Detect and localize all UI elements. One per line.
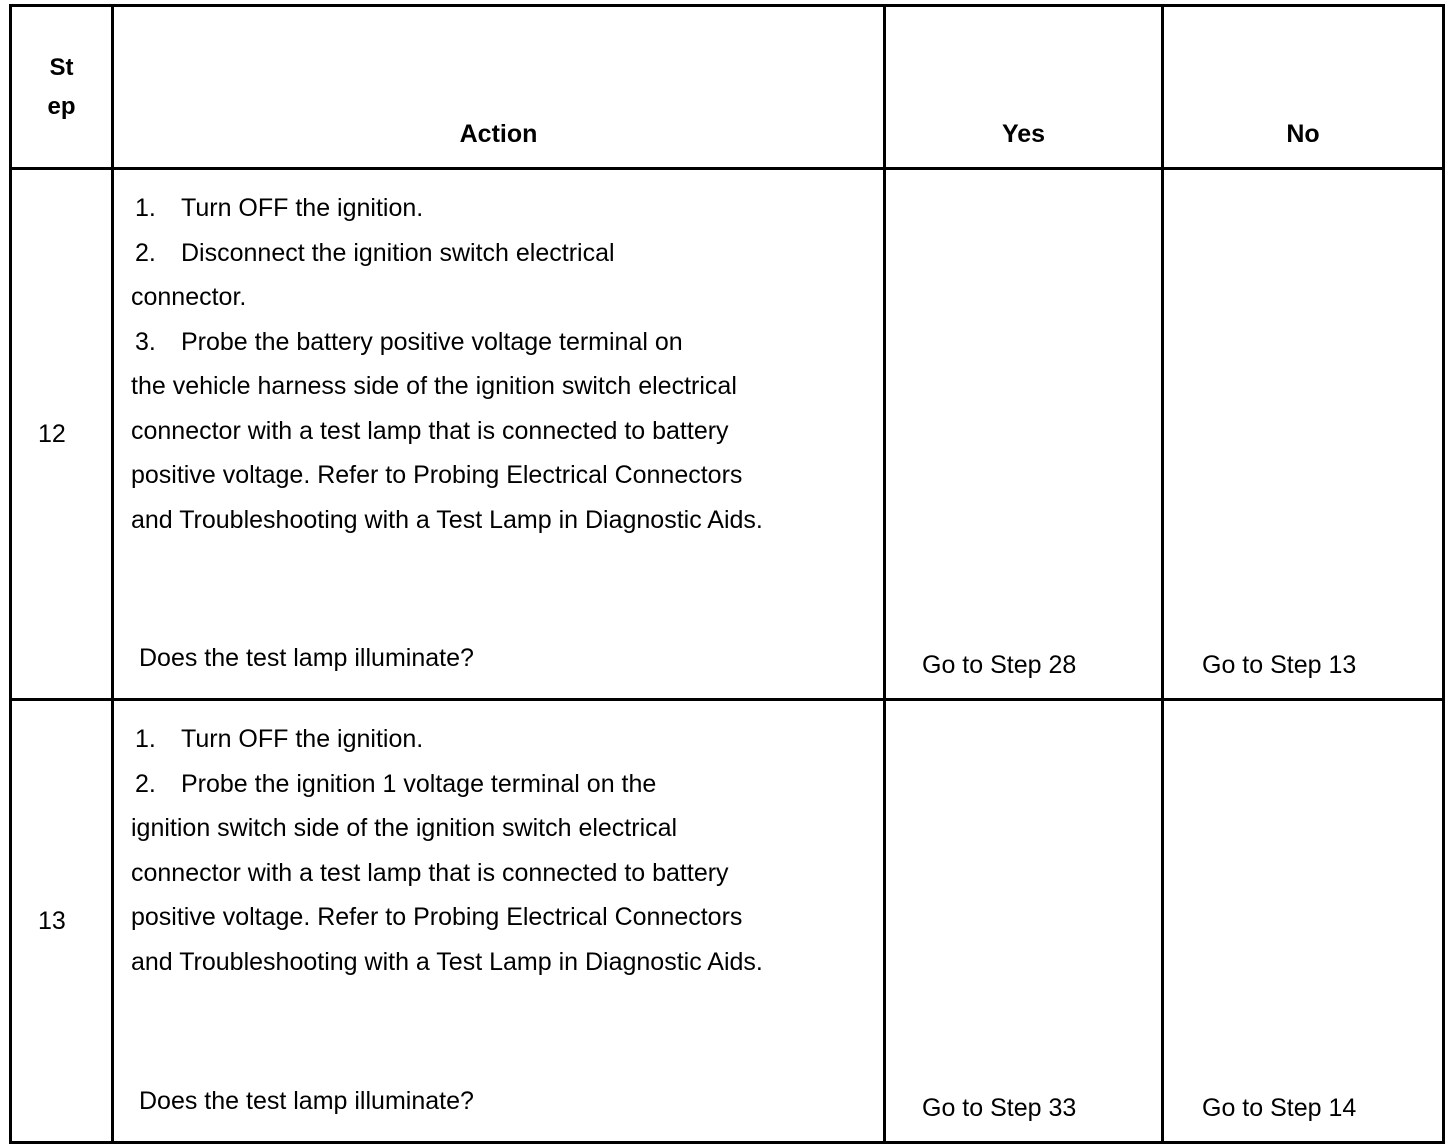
- action-continuation: the vehicle harness side of the ignition switch electrical: [131, 372, 737, 400]
- action-continuation: ignition switch side of the ignition switch electrical: [131, 814, 678, 842]
- question-text: Does the test lamp illuminate?: [139, 643, 474, 672]
- no-cell: [1163, 700, 1444, 1143]
- action-item: 1. Turn OFF the ignition.: [135, 725, 424, 753]
- action-item: 3. Probe the battery positive voltage terminal on: [135, 327, 683, 356]
- yes-goto: Go to Step 28: [922, 651, 1077, 679]
- header-action: Action: [113, 6, 885, 169]
- action-item: 1. Turn OFF the ignition.: [135, 194, 424, 222]
- diagnostic-table: [9, 4, 1445, 1144]
- step-number: 13: [11, 700, 113, 1143]
- yes-cell: [885, 169, 1163, 700]
- action-continuation: connector with a test lamp that is connected to battery: [131, 416, 729, 445]
- header-step-line1: St: [49, 54, 74, 81]
- yes-cell: [885, 700, 1163, 1143]
- action-cell: [113, 700, 885, 1143]
- action-continuation: positive voltage. Refer to Probing Electrical Connectors: [131, 461, 743, 489]
- action-item: 2. Probe the ignition 1 voltage terminal on the: [135, 769, 657, 798]
- action-continuation: connector.: [131, 283, 247, 311]
- header-yes: Yes: [885, 6, 1163, 169]
- table-row: [11, 169, 1444, 700]
- action-continuation: connector with a test lamp that is connected to battery: [131, 858, 729, 887]
- header-no: No: [1163, 6, 1444, 169]
- no-cell: [1163, 169, 1444, 700]
- header-row: [11, 6, 1444, 169]
- question-text: Does the test lamp illuminate?: [139, 1086, 474, 1115]
- action-continuation: and Troubleshooting with a Test Lamp in Diagnostic Aids.: [131, 505, 763, 534]
- step-number: 12: [11, 169, 113, 700]
- action-cell: [113, 169, 885, 700]
- yes-goto: Go to Step 33: [922, 1094, 1077, 1122]
- action-continuation: positive voltage. Refer to Probing Electrical Connectors: [131, 903, 743, 931]
- header-step-line2: ep: [47, 93, 76, 120]
- header-step: [11, 6, 113, 169]
- action-item: 2. Disconnect the ignition switch electrical: [135, 238, 615, 267]
- table-row: [11, 700, 1444, 1143]
- no-goto: Go to Step 13: [1202, 651, 1357, 679]
- action-continuation: and Troubleshooting with a Test Lamp in Diagnostic Aids.: [131, 947, 763, 976]
- no-goto: Go to Step 14: [1202, 1094, 1357, 1122]
